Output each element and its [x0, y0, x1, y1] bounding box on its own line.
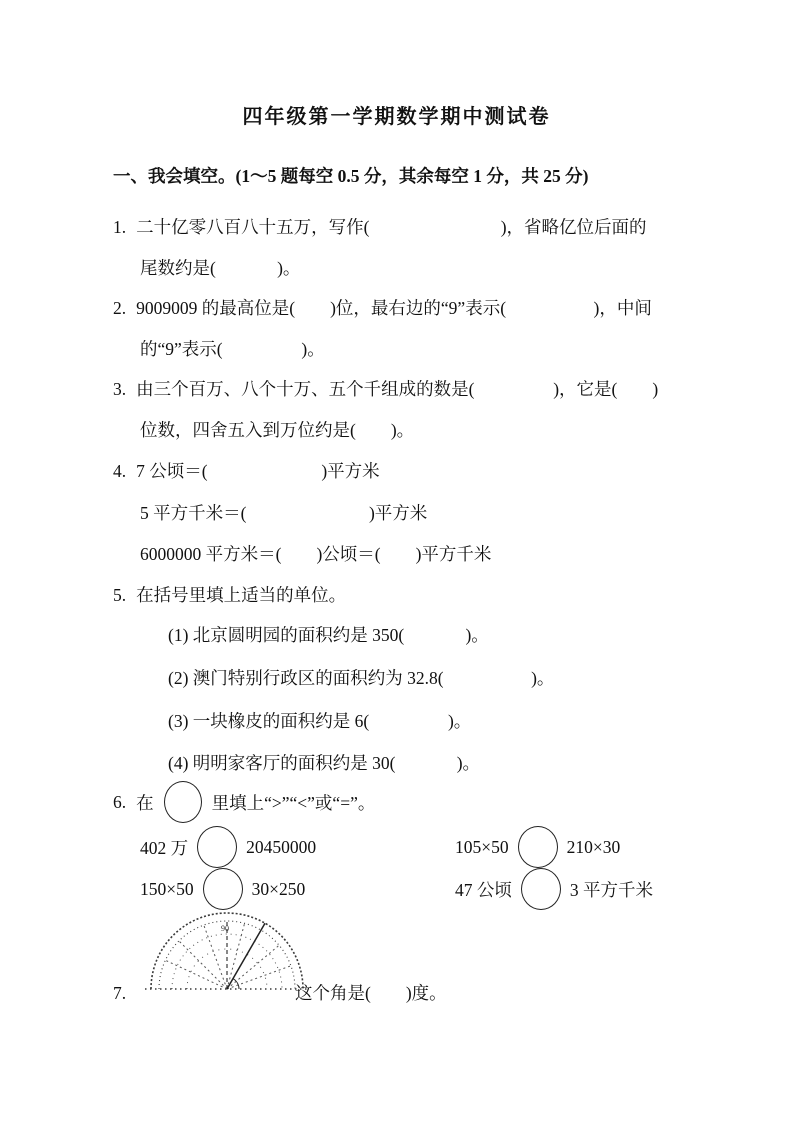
comparison-row: [455, 825, 620, 869]
question-3-number: 3.: [113, 379, 127, 399]
question-5-item-1: (1) 北京圆明园的面积约是 350( )。: [168, 625, 489, 645]
question-1-line-1: [113, 215, 647, 239]
protractor-svg: [145, 903, 310, 995]
question-6-suffix: 里填上“>”“<”或“=”。: [211, 792, 376, 813]
question-6-prefix: 在: [136, 792, 154, 813]
question-7-number: 7.: [113, 983, 127, 1003]
question-2-number: 2.: [113, 298, 127, 318]
question-4-number: 4.: [113, 461, 127, 481]
question-5-stem: [113, 583, 346, 607]
question-4-line-2: 5 平方千米＝( )平方米: [140, 503, 428, 523]
question-6-stem: [113, 780, 375, 824]
protractor-radial-line: [227, 965, 293, 989]
protractor-90-label: 90: [221, 924, 229, 933]
question-1-text: 二十亿零八百八十五万，写作( )，省略亿位后面的: [136, 217, 647, 237]
comparison-right-value: 20450000: [246, 836, 317, 857]
question-3-line-2: 位数，四舍五入到万位约是( )。: [140, 420, 415, 440]
question-1-line-2: 尾数约是( )。: [140, 258, 301, 278]
question-1-number: 1.: [113, 217, 127, 237]
comparison-row: [455, 867, 653, 911]
section-1-heading: 一、我会填空。(1～5 题每空 0.5 分，其余每空 1 分，共 25 分): [113, 166, 589, 186]
question-5-item-3: (3) 一块橡皮的面积约是 6( )。: [168, 711, 472, 731]
angle-vertex-arc: [233, 979, 239, 989]
question-4-line-3: 6000000 平方米＝( )公顷＝( )平方千米: [140, 544, 492, 564]
page-title: 四年级第一学期数学期中测试卷: [242, 106, 551, 128]
question-5-item-4: (4) 明明家客厅的面积约是 30( )。: [168, 753, 481, 773]
angle-ray: [227, 923, 265, 989]
protractor-radial-line: [203, 923, 227, 989]
question-6-number: 6.: [113, 791, 127, 812]
comparison-right-value: 210×30: [566, 836, 621, 857]
question-7-text: 这个角是( )度。: [295, 983, 447, 1003]
comparison-circle: [518, 826, 558, 868]
question-4-line-1: [113, 459, 380, 483]
protractor-radial-line: [227, 921, 245, 989]
comparison-row: [140, 825, 316, 869]
question-4-text: 7 公顷＝( )平方米: [136, 461, 380, 481]
question-5-text: 在括号里填上适当的单位。: [136, 585, 347, 605]
comparison-circle: [521, 868, 561, 910]
protractor-radial-line: [227, 944, 281, 989]
question-3-line-1: [113, 377, 658, 401]
question-3-text: 由三个百万、八个十万、五个千组成的数是( )，它是( ): [136, 379, 659, 399]
question-2-text: 9009009 的最高位是( )位，最右边的“9”表示( )，中间: [136, 298, 652, 318]
comparison-left-value: 47 公顷: [455, 879, 512, 900]
comparison-right-value: 30×250: [251, 878, 306, 899]
protractor-radial-line: [178, 940, 228, 990]
protractor-figure: [145, 903, 310, 1000]
protractor-inner-ring: [187, 949, 267, 989]
comparison-left-value: 150×50: [140, 878, 194, 899]
question-5-number: 5.: [113, 585, 127, 605]
comparison-circle-example: [164, 781, 202, 823]
question-2-line-1: [113, 296, 652, 320]
comparison-right-value: 3 平方千米: [569, 879, 653, 900]
comparison-circle: [197, 826, 237, 868]
comparison-left-value: 105×50: [455, 836, 509, 857]
comparison-left-value: 402 万: [140, 837, 189, 858]
question-5-item-2: (2) 澳门特别行政区的面积约为 32.8( )。: [168, 668, 555, 688]
question-2-line-2: 的“9”表示( )。: [140, 339, 325, 359]
